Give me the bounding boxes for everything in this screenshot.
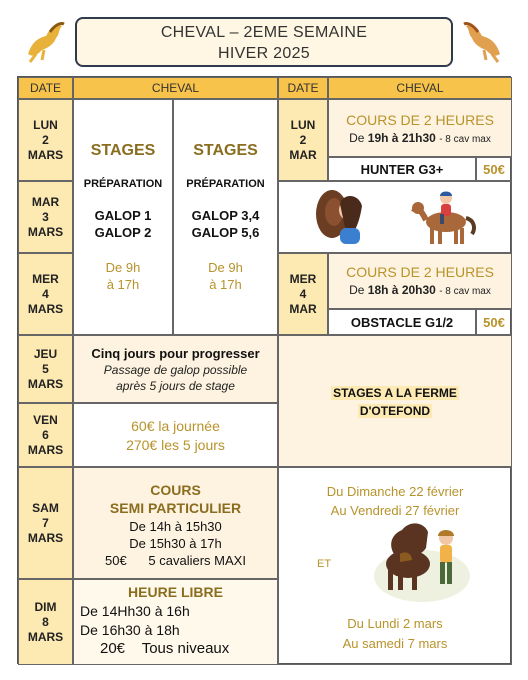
cours-mer-price: 50€ [476,309,512,335]
ferme-block [278,335,512,467]
et-label: ET [317,558,332,570]
horse-logo-left-icon [20,14,70,64]
jeu-block [73,335,278,403]
dim-time-1: De 14Hh30 à 16h [80,603,190,619]
day-ven: VEN 6 MARS [18,403,73,467]
range-2-start: Du Lundi 2 mars [347,616,443,631]
day-mer-right: MER 4 MAR [278,253,328,335]
range-1-start: Du Dimanche 22 février [326,484,464,499]
cours-lun-block [328,99,512,157]
day-lun: LUN 2 MARS [18,99,73,181]
cours-lun-title: COURS DE 2 HEURES [346,112,494,128]
cours-mer-title: COURS DE 2 HEURES [346,264,494,280]
title-line-2: HIVER 2025 [218,45,310,62]
sam-title-2: SEMI PARTICULIER [109,500,242,516]
cours-lun-level: HUNTER G3+ [328,157,476,181]
jeu-line-2: Passage de galop possible [103,363,248,377]
cours-lun-price: 50€ [476,157,512,181]
col-header-cheval-2: CHEVAL [328,77,512,99]
day-mer: MER 4 MARS [18,253,73,335]
stage-block-1 [73,99,173,335]
stage-1-galop-b: GALOP 2 [94,225,152,240]
ferme-line-1: STAGES A LA FERME [333,386,457,400]
day-jeu: JEU 5 MARS [18,335,73,403]
cours-mer-time-line: De 18h à 20h30 - 8 cav max [349,283,491,297]
child-riding-pony-icon [410,188,482,246]
stage-1-time-b: à 17h [106,277,140,292]
cours-mer-level: OBSTACLE G1/2 [328,309,476,335]
col-header-date-2: DATE [278,77,328,99]
day-mar: MAR 3 MARS [18,181,73,253]
stage-1-title: STAGES [90,142,156,159]
stage-1-time-a: De 9h [105,260,141,275]
cours-lun-time-line: De 19h à 21h30 - 8 cav max [349,131,491,145]
range-2-end: Au samedi 7 mars [342,636,448,651]
stage-2-time-a: De 9h [208,260,243,275]
ferme-line-2: D'OTEFOND [359,404,431,418]
title-line-1: CHEVAL – 2EME SEMAINE [160,24,368,41]
sam-block [73,467,278,579]
day-sam: SAM 7 MARS [18,467,73,579]
ven-line-1: 60€ la journée [131,418,220,434]
jeu-line-1: Cinq jours pour progresser [91,346,260,361]
sam-price-line: 50€ 5 cavaliers MAXI [105,553,246,568]
ven-line-2: 270€ les 5 jours [126,437,225,453]
col-header-cheval-1: CHEVAL [73,77,278,99]
col-header-date-1: DATE [18,77,73,99]
dim-title: HEURE LIBRE [128,584,223,600]
sam-time-2: De 15h30 à 17h [129,536,222,551]
girl-hugging-horse-icon [310,184,370,246]
day-dim: DIM 8 MARS [18,579,73,665]
range-1-end: Au Vendredi 27 février [330,503,460,518]
dim-block [73,579,278,665]
stage-1-galop-a: GALOP 1 [94,208,152,223]
stage-2-galop-a: GALOP 3,4 [191,208,260,223]
sam-title-1: COURS [150,482,201,498]
stage-1-prep: PRÉPARATION [83,178,163,190]
ven-block [73,403,278,467]
stage-2-prep: PRÉPARATION [186,178,265,190]
day-lun-right: LUN 2 MAR [278,99,328,181]
cours-mer-block [328,253,512,309]
stage-2-title: STAGES [193,142,258,159]
girl-with-brown-horse-icon [372,514,472,604]
dim-price-line: 20€ Tous niveaux [100,640,230,657]
page-title [75,17,453,67]
horse-logo-right-icon [458,14,508,64]
stage-block-2 [173,99,278,335]
stage-2-time-b: à 17h [209,277,242,292]
stage-2-galop-b: GALOP 5,6 [191,225,260,240]
dim-time-2: De 16h30 à 18h [80,622,180,638]
sam-time-1: De 14h à 15h30 [129,519,222,534]
jeu-line-3: après 5 jours de stage [116,379,235,393]
